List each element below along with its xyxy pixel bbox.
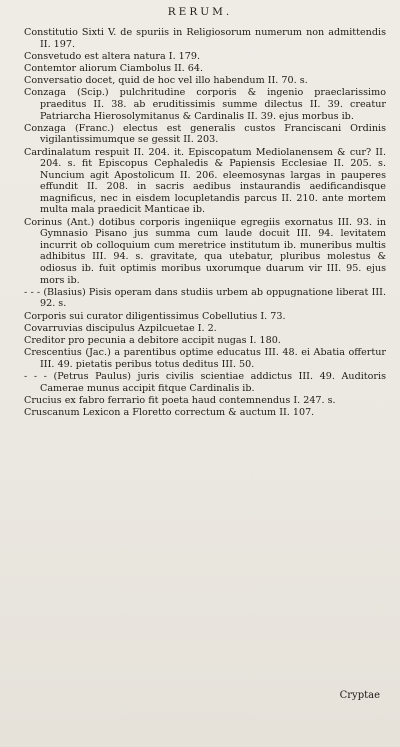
index-entry: Corporis sui curator diligentissimus Cobellutius I. 73.: [24, 310, 286, 322]
catchword: Cryptae: [339, 690, 380, 701]
index-entry: Conversatio docet, quid de hoc vel illo habendum II. 70. s.: [24, 75, 308, 87]
index-entry: Cruscanum Lexicon a Floretto correctum & auctum II. 107.: [24, 406, 315, 418]
index-entry: Cardinalatum respuit II. 204. it. Episcopatum Mediolanensem & cur? II. 204. s. fit Episcopus Cephaledis & Papiensis Ecclesiae II. 205. s. Nuncium agit Apostolicum II. 206. eleemosynas largas in pauperes effundit II. 208. in sacris aedibus instaurandis aedificandisque magnificus, nec in eisdem locupletandis parcus II. 210. ante mortem multa mala praedicit Manticae ib.: [24, 146, 386, 216]
index-entry: Crucius ex fabro ferrario fit poeta haud contemnendus I. 247. s.: [24, 394, 336, 406]
index-entry: Contemtor aliorum Ciambolus II. 64.: [24, 62, 204, 74]
index-entry: Conzaga (Scip.) pulchritudine corporis & ingenio praeclarissimo praeditus II. 38. ab eruditissimis summe dilectus II. 39. creatur Patriarcha Hierosolymitanus & Cardinalis II. 39. ejus morbus ib.: [24, 87, 386, 122]
index-entry: Constitutio Sixti V. de spuriis in Religiosorum numerum non admittendis II. 197.: [24, 27, 386, 50]
index-entries: [24, 27, 386, 419]
index-entry: Conzaga (Franc.) electus est generalis custos Franciscani Ordinis vigilantissimumque se gessit II. 203.: [24, 122, 386, 146]
index-entry: - - - (Petrus Paulus) juris civilis scientiae addictus III. 49. Auditoris Camerae munus accipit fitque Cardinalis ib.: [24, 370, 386, 394]
index-entry: Corinus (Ant.) dotibus corporis ingeniique egregiis exornatus III. 93. in Gymnasio Pisano jus summa cum laude docuit III. 94. levitatem incurrit ob colloquium cum meretrice institutum ib. muneribus multis adhibitus III. 94. s. gravitate, qua utebatur, pluribus molestus & odiosus ib. fuit optimis moribus uxorumque duarum vir III. 95. ejus mors ib.: [24, 216, 386, 286]
index-entry: Consvetudo est altera natura I. 179.: [24, 50, 201, 62]
index-entry: Covarruvias discipulus Azpilcuetae I. 2.: [24, 322, 217, 334]
index-entry: Crescentius (Jac.) a parentibus optime educatus III. 48. ei Abatia offertur III. 49. pietatis peribus totus deditus III. 50.: [24, 347, 386, 370]
index-entry: - - - (Blasius) Pisis operam dans studiis urbem ab oppugnatione liberat III. 92. s.: [24, 286, 386, 310]
running-header: RERUM.: [167, 6, 233, 18]
index-entry: Creditor pro pecunia a debitore accipit nugas I. 180.: [24, 334, 281, 346]
